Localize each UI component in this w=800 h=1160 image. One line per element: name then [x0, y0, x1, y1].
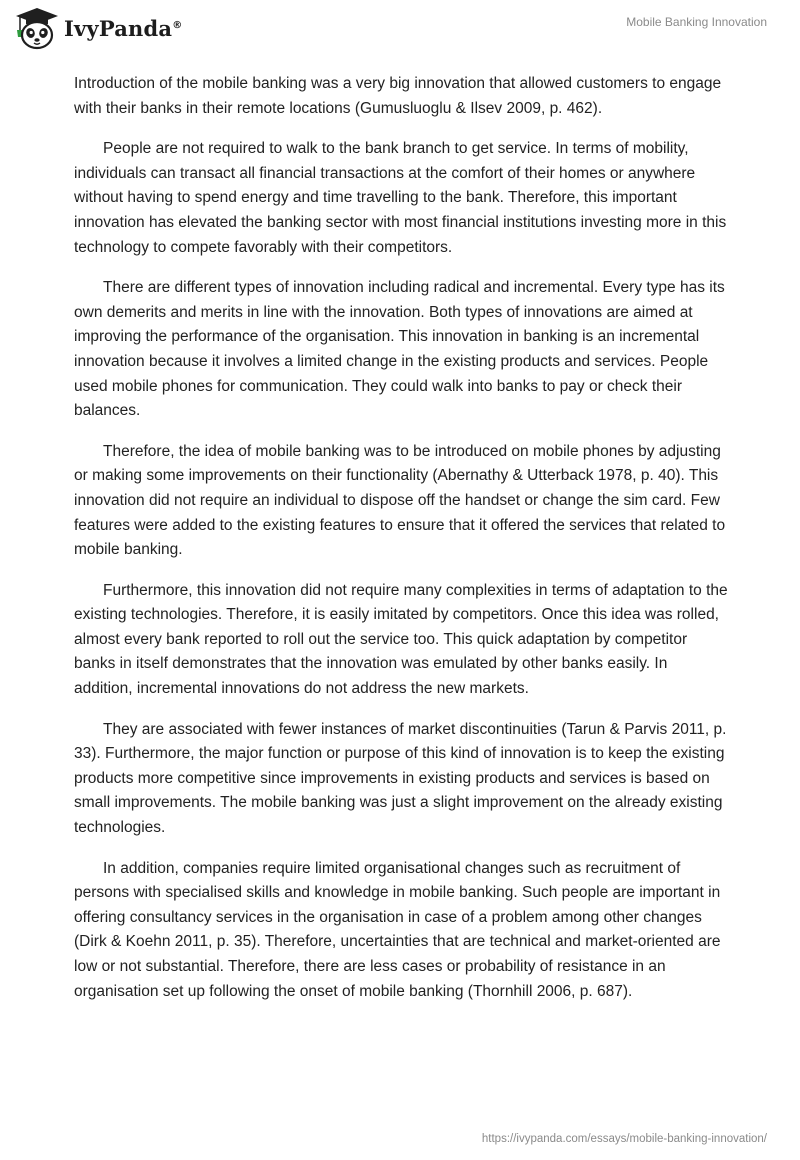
panda-graduate-icon	[14, 6, 60, 50]
essay-body	[74, 72, 730, 1020]
paragraph-5: Furthermore, this innovation did not require many complexities in terms of adaptation to the existing technologies. Therefore, it is easily imitated by competitors. Once this idea was rolled, almost every bank reported to roll out the service too. This quick adaptation by competitor banks in itself demonstrates that the innovation was emulated by other banks easily. In addition, incremental innovations do not address the new markets.	[74, 581, 728, 698]
source-url[interactable]: https://ivypanda.com/essays/mobile-banking-innovation/	[481, 1133, 767, 1145]
brand-name: IvyPanda®	[64, 15, 183, 41]
paragraph-2: People are not required to walk to the bank branch to get service. In terms of mobility, individuals can transact all financial transactions at the comfort of their homes or anywhere without having to spend energy and time travelling to the bank. Therefore, this important innovation has elevated the banking sector with most financial institutions investing more in this technology to compete favorably with their competitors.	[74, 140, 727, 256]
paragraph-1: Introduction of the mobile banking was a very big innovation that allowed customers to engage with their banks in their remote locations (Gumusluoglu & Ilsev 2009, p. 462).	[74, 75, 722, 117]
document-title: Mobile Banking Innovation	[626, 15, 767, 29]
paragraph-6: They are associated with fewer instances of market discontinuities (Tarun & Parvis 2011, p. 33). Furthermore, the major function or purpose of this kind of innovation is to keep the existing products more competitive since improvements in existing products and services is based on small improvements. The mobile banking was just a slight improvement on the already existing technologies.	[74, 720, 727, 837]
brand-registered-mark: ®	[172, 19, 183, 31]
brand-logo[interactable]	[14, 6, 182, 50]
page-header	[0, 0, 800, 60]
paragraph-7: In addition, companies require limited organisational changes such as recruitment of persons with specialised skills and knowledge in mobile banking. Such people are important in offering consultancy services in the organisation in case of a problem among other changes (Dirk & Koehn 2011, p. 35). Therefore, uncertainties that are technical and market-oriented are low or not substantial. Therefore, there are less cases or probability of resistance in an organisation set up following the onset of mobile banking (Thornhill 2006, p. 687).	[74, 859, 721, 1000]
paragraph-4: Therefore, the idea of mobile banking was to be introduced on mobile phones by adjusting or making some improvements on their functionality (Abernathy & Utterback 1978, p. 40). This innovation did not require an individual to dispose off the handset or change the sim card. Few features were added to the existing features to ensure that it offered the services that related to mobile banking.	[74, 442, 726, 559]
paragraph-3: There are different types of innovation including radical and incremental. Every type has its own demerits and merits in line with the innovation. Both types of innovations are aimed at improving the performance of the organisation. This innovation in banking is an incremental innovation because it involves a limited change in the existing products and services. People used mobile phones for communication. They could walk into banks to pay or check their balances.	[74, 279, 725, 420]
